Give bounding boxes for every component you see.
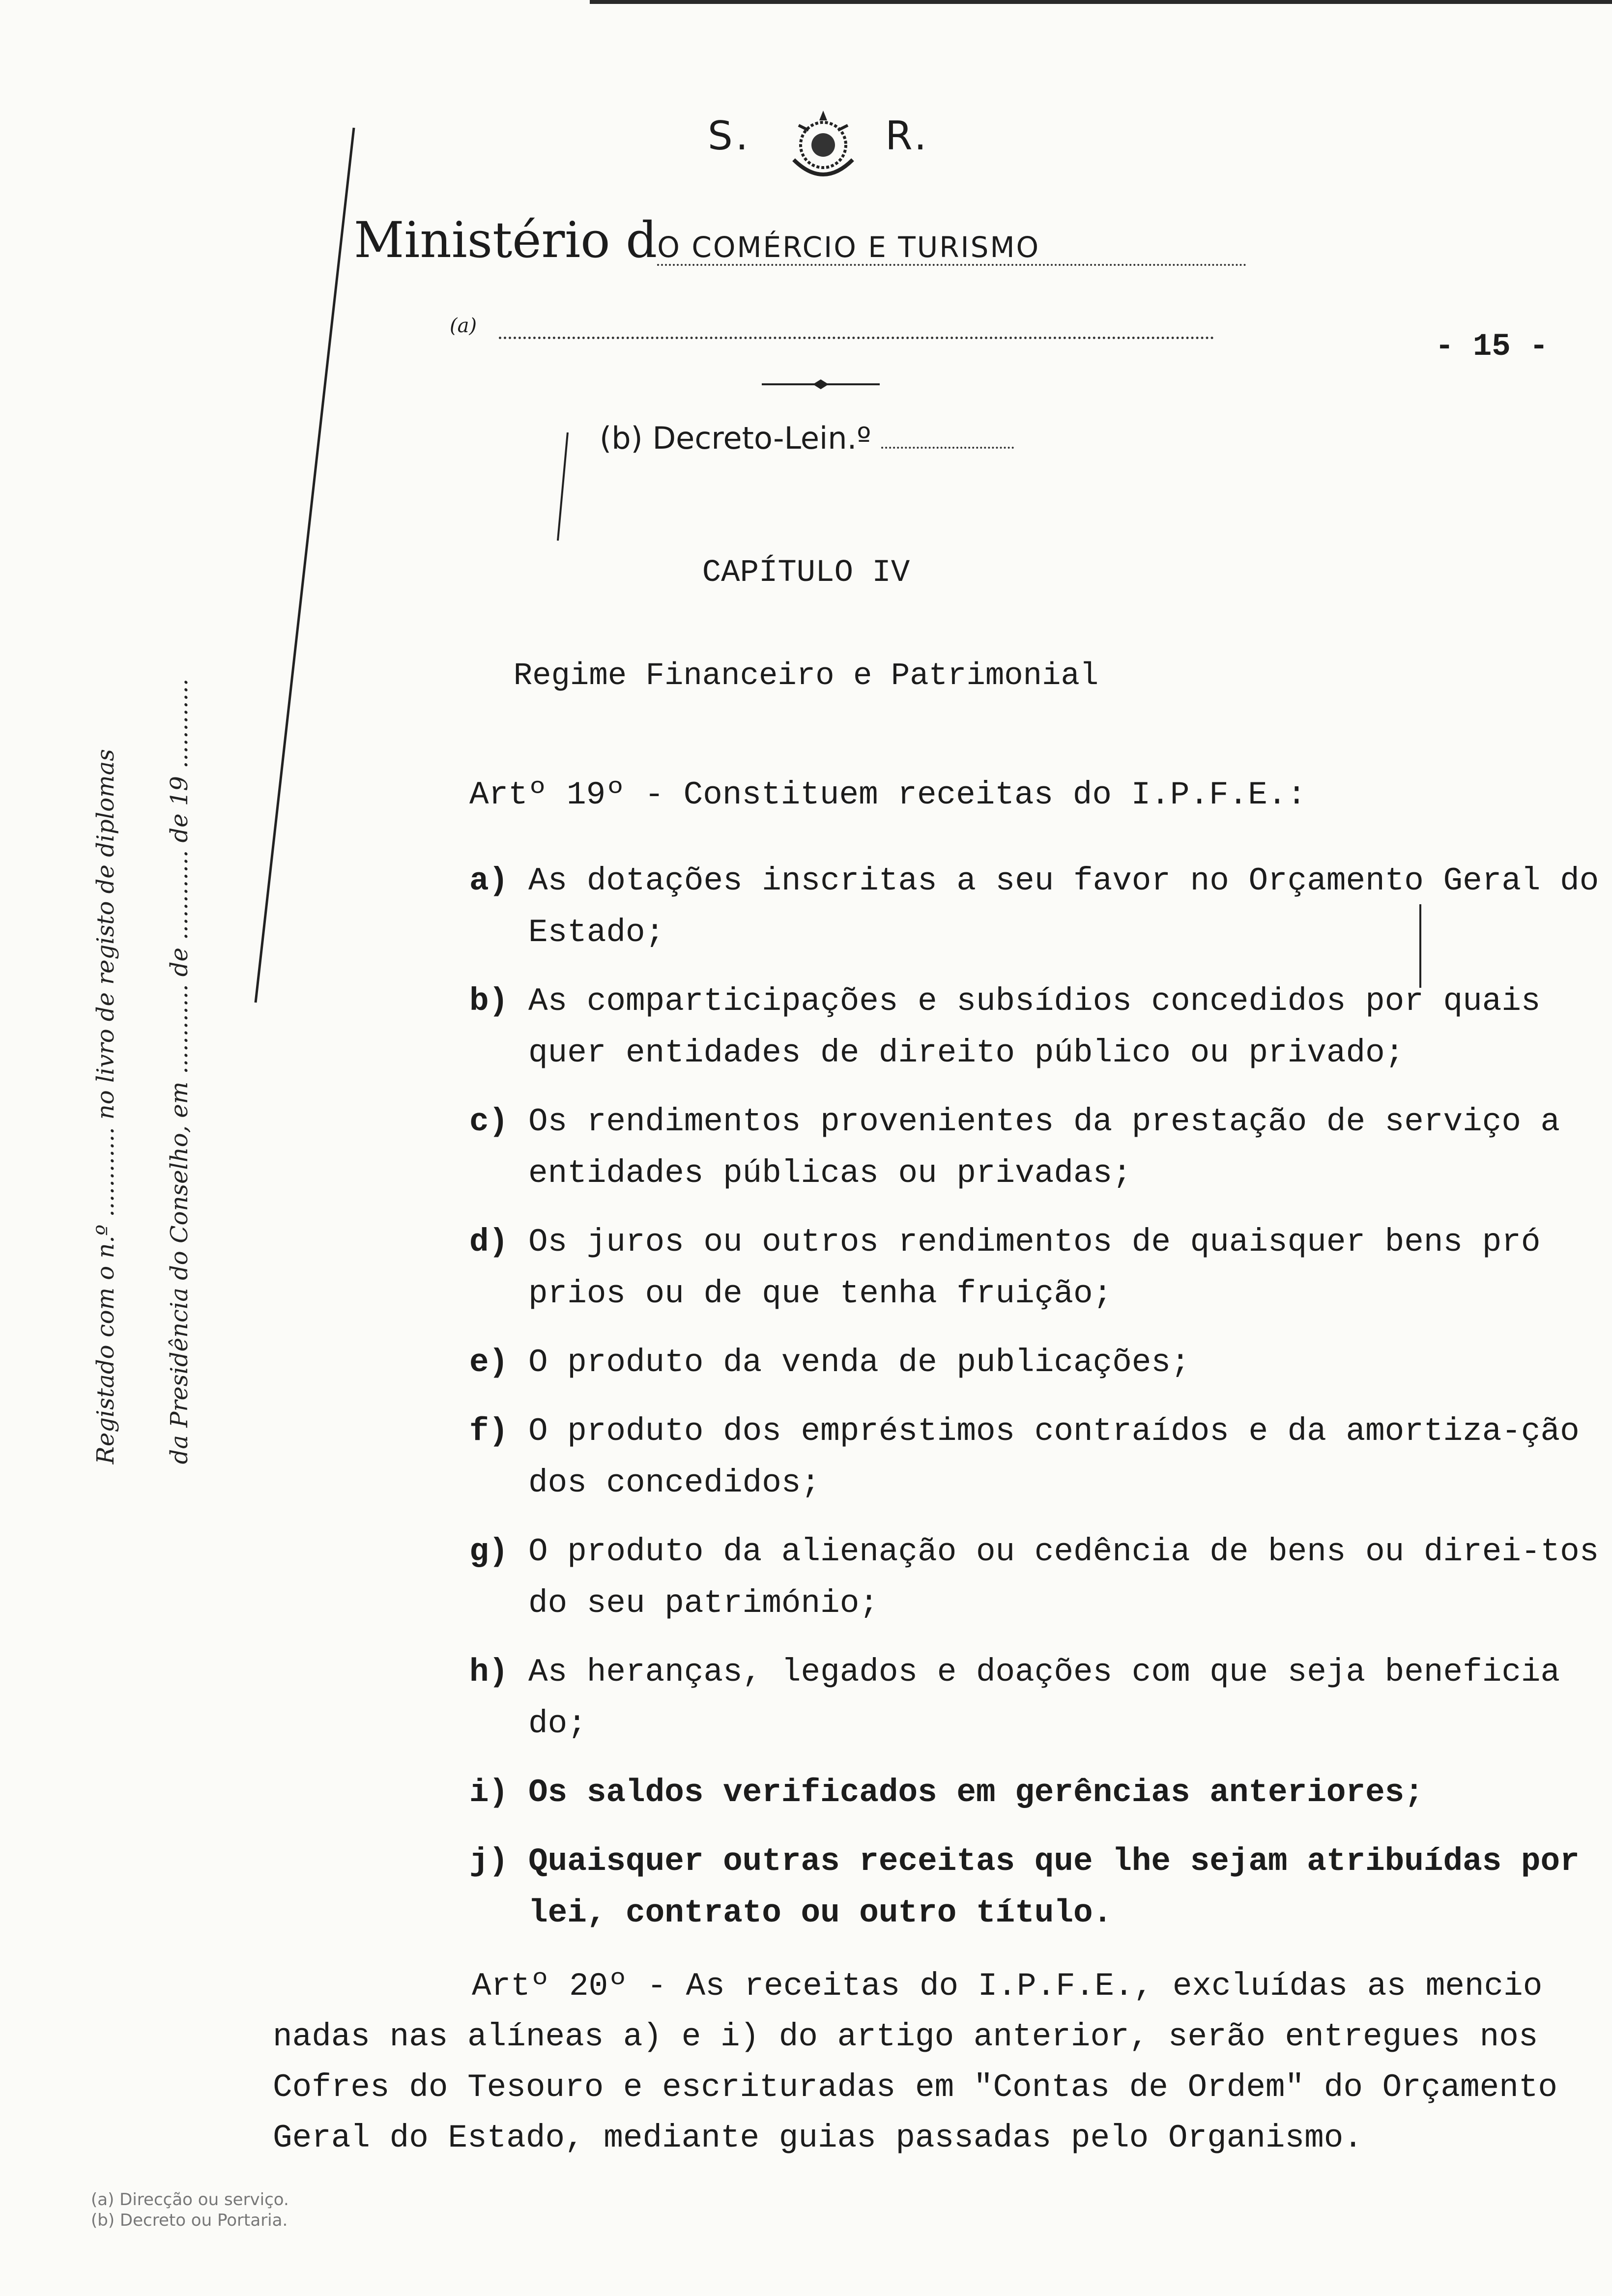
article-19-items	[469, 855, 1600, 1956]
list-item	[469, 855, 1600, 958]
ministry-name: O COMÉRCIO E TURISMO	[657, 230, 1246, 266]
decreto-line	[600, 420, 1014, 456]
a-label: (a)	[450, 315, 477, 337]
list-item	[469, 1406, 1600, 1509]
footnotes	[91, 2189, 289, 2231]
item-letter: j)	[469, 1843, 509, 1880]
page-number: - 15 -	[1435, 329, 1549, 365]
item-letter: h)	[469, 1654, 509, 1691]
list-item	[469, 1337, 1600, 1388]
item-letter: g)	[469, 1533, 509, 1570]
ministry-heading	[354, 211, 1246, 269]
list-item	[469, 1216, 1600, 1320]
registration-line-2: da Presidência do Conselho, em ............ de ............ de 19 ............	[166, 678, 193, 1464]
article-20-line: nadas nas alíneas a) e i) do artigo anterior, serão entregues nos	[273, 2018, 1538, 2055]
item-text: Os saldos verificados em gerências anteriores;	[528, 1774, 1424, 1811]
divider-ornament	[742, 378, 899, 390]
list-item	[469, 1646, 1600, 1750]
item-text: As comparticipações e subsídios concedidos por quais quer entidades de direito público ou privado;	[528, 983, 1541, 1071]
decreto-dotted-line	[881, 447, 1014, 449]
item-letter: a)	[469, 862, 509, 899]
article-19-heading: Artº 19º - Constituem receitas do I.P.F.E.:	[469, 776, 1307, 813]
item-letter: d)	[469, 1224, 509, 1261]
item-text: Quaisquer outras receitas que lhe sejam atribuídas por lei, contrato ou outro título.	[528, 1843, 1580, 1931]
item-letter: f)	[469, 1413, 509, 1450]
item-text: O produto da venda de publicações;	[528, 1344, 1190, 1381]
item-letter: i)	[469, 1774, 509, 1811]
item-text: Os rendimentos provenientes da prestação de serviço a entidades públicas ou privadas;	[528, 1103, 1560, 1192]
list-item	[469, 1096, 1600, 1199]
article-20-line: Artº 20º - As receitas do I.P.F.E., excluídas as mencio	[472, 1968, 1543, 2005]
item-text: Os juros ou outros rendimentos de quaisquer bens pró prios ou de que tenha fruição;	[528, 1224, 1541, 1312]
item-text: As dotações inscritas a seu favor no Orçamento Geral do Estado;	[528, 862, 1599, 951]
registration-line-1: Registado com o n.º ............ no livro de registo de diplomas	[92, 749, 119, 1464]
decreto-label: (b) Decreto-Lein.º	[600, 420, 871, 456]
item-text: As heranças, legados e doações com que seja beneficia do;	[528, 1654, 1560, 1742]
chapter-subtitle: Regime Financeiro e Patrimonial	[513, 659, 1099, 694]
item-letter: e)	[469, 1344, 509, 1381]
list-item	[469, 1526, 1600, 1629]
article-20-line: Geral do Estado, mediante guias passadas pelo Organismo.	[273, 2120, 1363, 2156]
list-item	[469, 976, 1600, 1079]
footnote-b: (b) Decreto ou Portaria.	[91, 2210, 288, 2230]
coat-of-arms-emblem	[784, 106, 863, 189]
article-20-paragraph	[273, 1961, 1600, 2163]
ministry-prefix: Ministério d	[354, 211, 658, 269]
item-text: O produto dos empréstimos contraídos e da amortiza-ção dos concedidos;	[528, 1413, 1580, 1501]
r-letter: R.	[885, 113, 930, 159]
registration-sidebar	[69, 649, 216, 1494]
a-dotted-line	[499, 337, 1214, 339]
chapter-title: CAPÍTULO IV	[702, 555, 910, 591]
item-letter: c)	[469, 1103, 509, 1140]
footnote-a: (a) Direcção ou serviço.	[91, 2190, 289, 2210]
item-text: O produto da alienação ou cedência de bens ou direi-tos do seu património;	[528, 1533, 1599, 1622]
item-letter: b)	[469, 983, 509, 1020]
s-letter: S.	[708, 113, 751, 159]
article-20-line: Cofres do Tesouro e escrituradas em "Contas de Ordem" do Orçamento	[273, 2069, 1558, 2106]
list-item	[469, 1836, 1600, 1939]
list-item	[469, 1767, 1600, 1818]
top-border-line	[590, 0, 1612, 4]
